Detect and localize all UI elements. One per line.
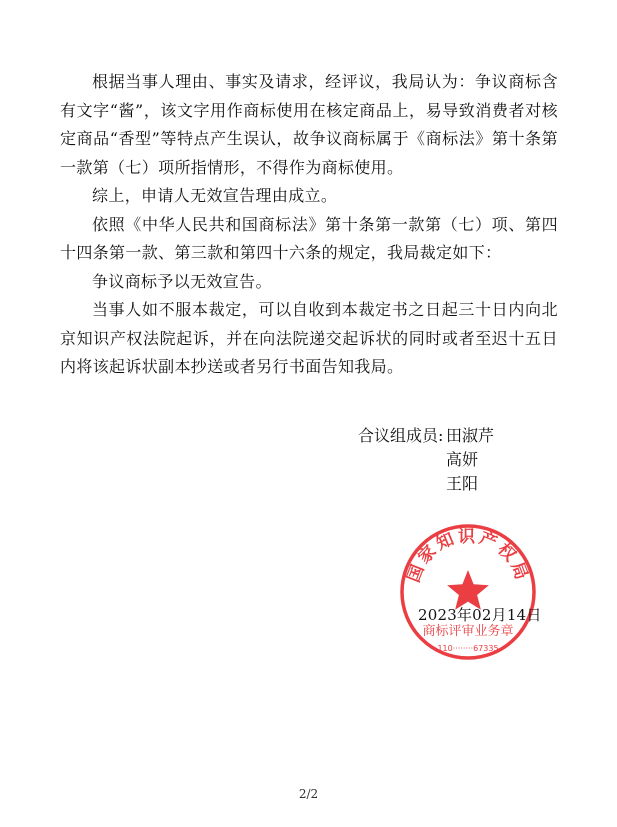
seal-graphic <box>398 522 538 662</box>
paragraph-conclusion: 综上，申请人无效宣告理由成立。 <box>92 186 338 205</box>
seal-outer-text: 国家知识产权局 <box>403 527 533 586</box>
panel-member-name: 田淑芹 <box>446 426 495 445</box>
ruling-date: 2023年02月14日 <box>418 606 542 624</box>
official-seal <box>398 522 538 662</box>
seal-code: 110········67335 <box>437 644 499 653</box>
panel-members <box>358 424 494 496</box>
ruling-body <box>60 68 558 382</box>
panel-member-name: 王阳 <box>446 474 479 493</box>
paragraph-decision: 争议商标予以无效宣告。 <box>92 271 272 291</box>
paragraph-legal-basis: 依照《中华人民共和国商标法》第十条第一款第（七）项、第四十四条第一款、第三款和第四十六条的规定，我局裁定如下： <box>60 214 558 262</box>
panel-member-name: 高妍 <box>446 450 479 469</box>
paragraph-reasoning: 根据当事人理由、事实及请求，经评议，我局认为：争议商标含有文字“酱”，该文字用作商标使用在核定商品上，易导致消费者对核定商品“香型”等特点产生误认，故争议商标属于《商标法》第十条第一款第（七）项所指情形，不得作为商标使用。 <box>60 72 558 177</box>
panel-row <box>358 424 494 448</box>
page-number: 2/2 <box>298 787 319 801</box>
panel-label: 合议组成员: <box>358 426 444 445</box>
panel-row <box>358 472 494 496</box>
seal-inner-text: 商标评审业务章 <box>422 624 514 639</box>
paragraph-appeal-notice: 当事人如不服本裁定，可以自收到本裁定书之日起三十日内向北京知识产权法院起诉，并在向法院递交起诉状的同时或者至迟十五日内将该起诉状副本抄送或者另行书面告知我局。 <box>60 300 558 376</box>
panel-row <box>358 448 494 472</box>
